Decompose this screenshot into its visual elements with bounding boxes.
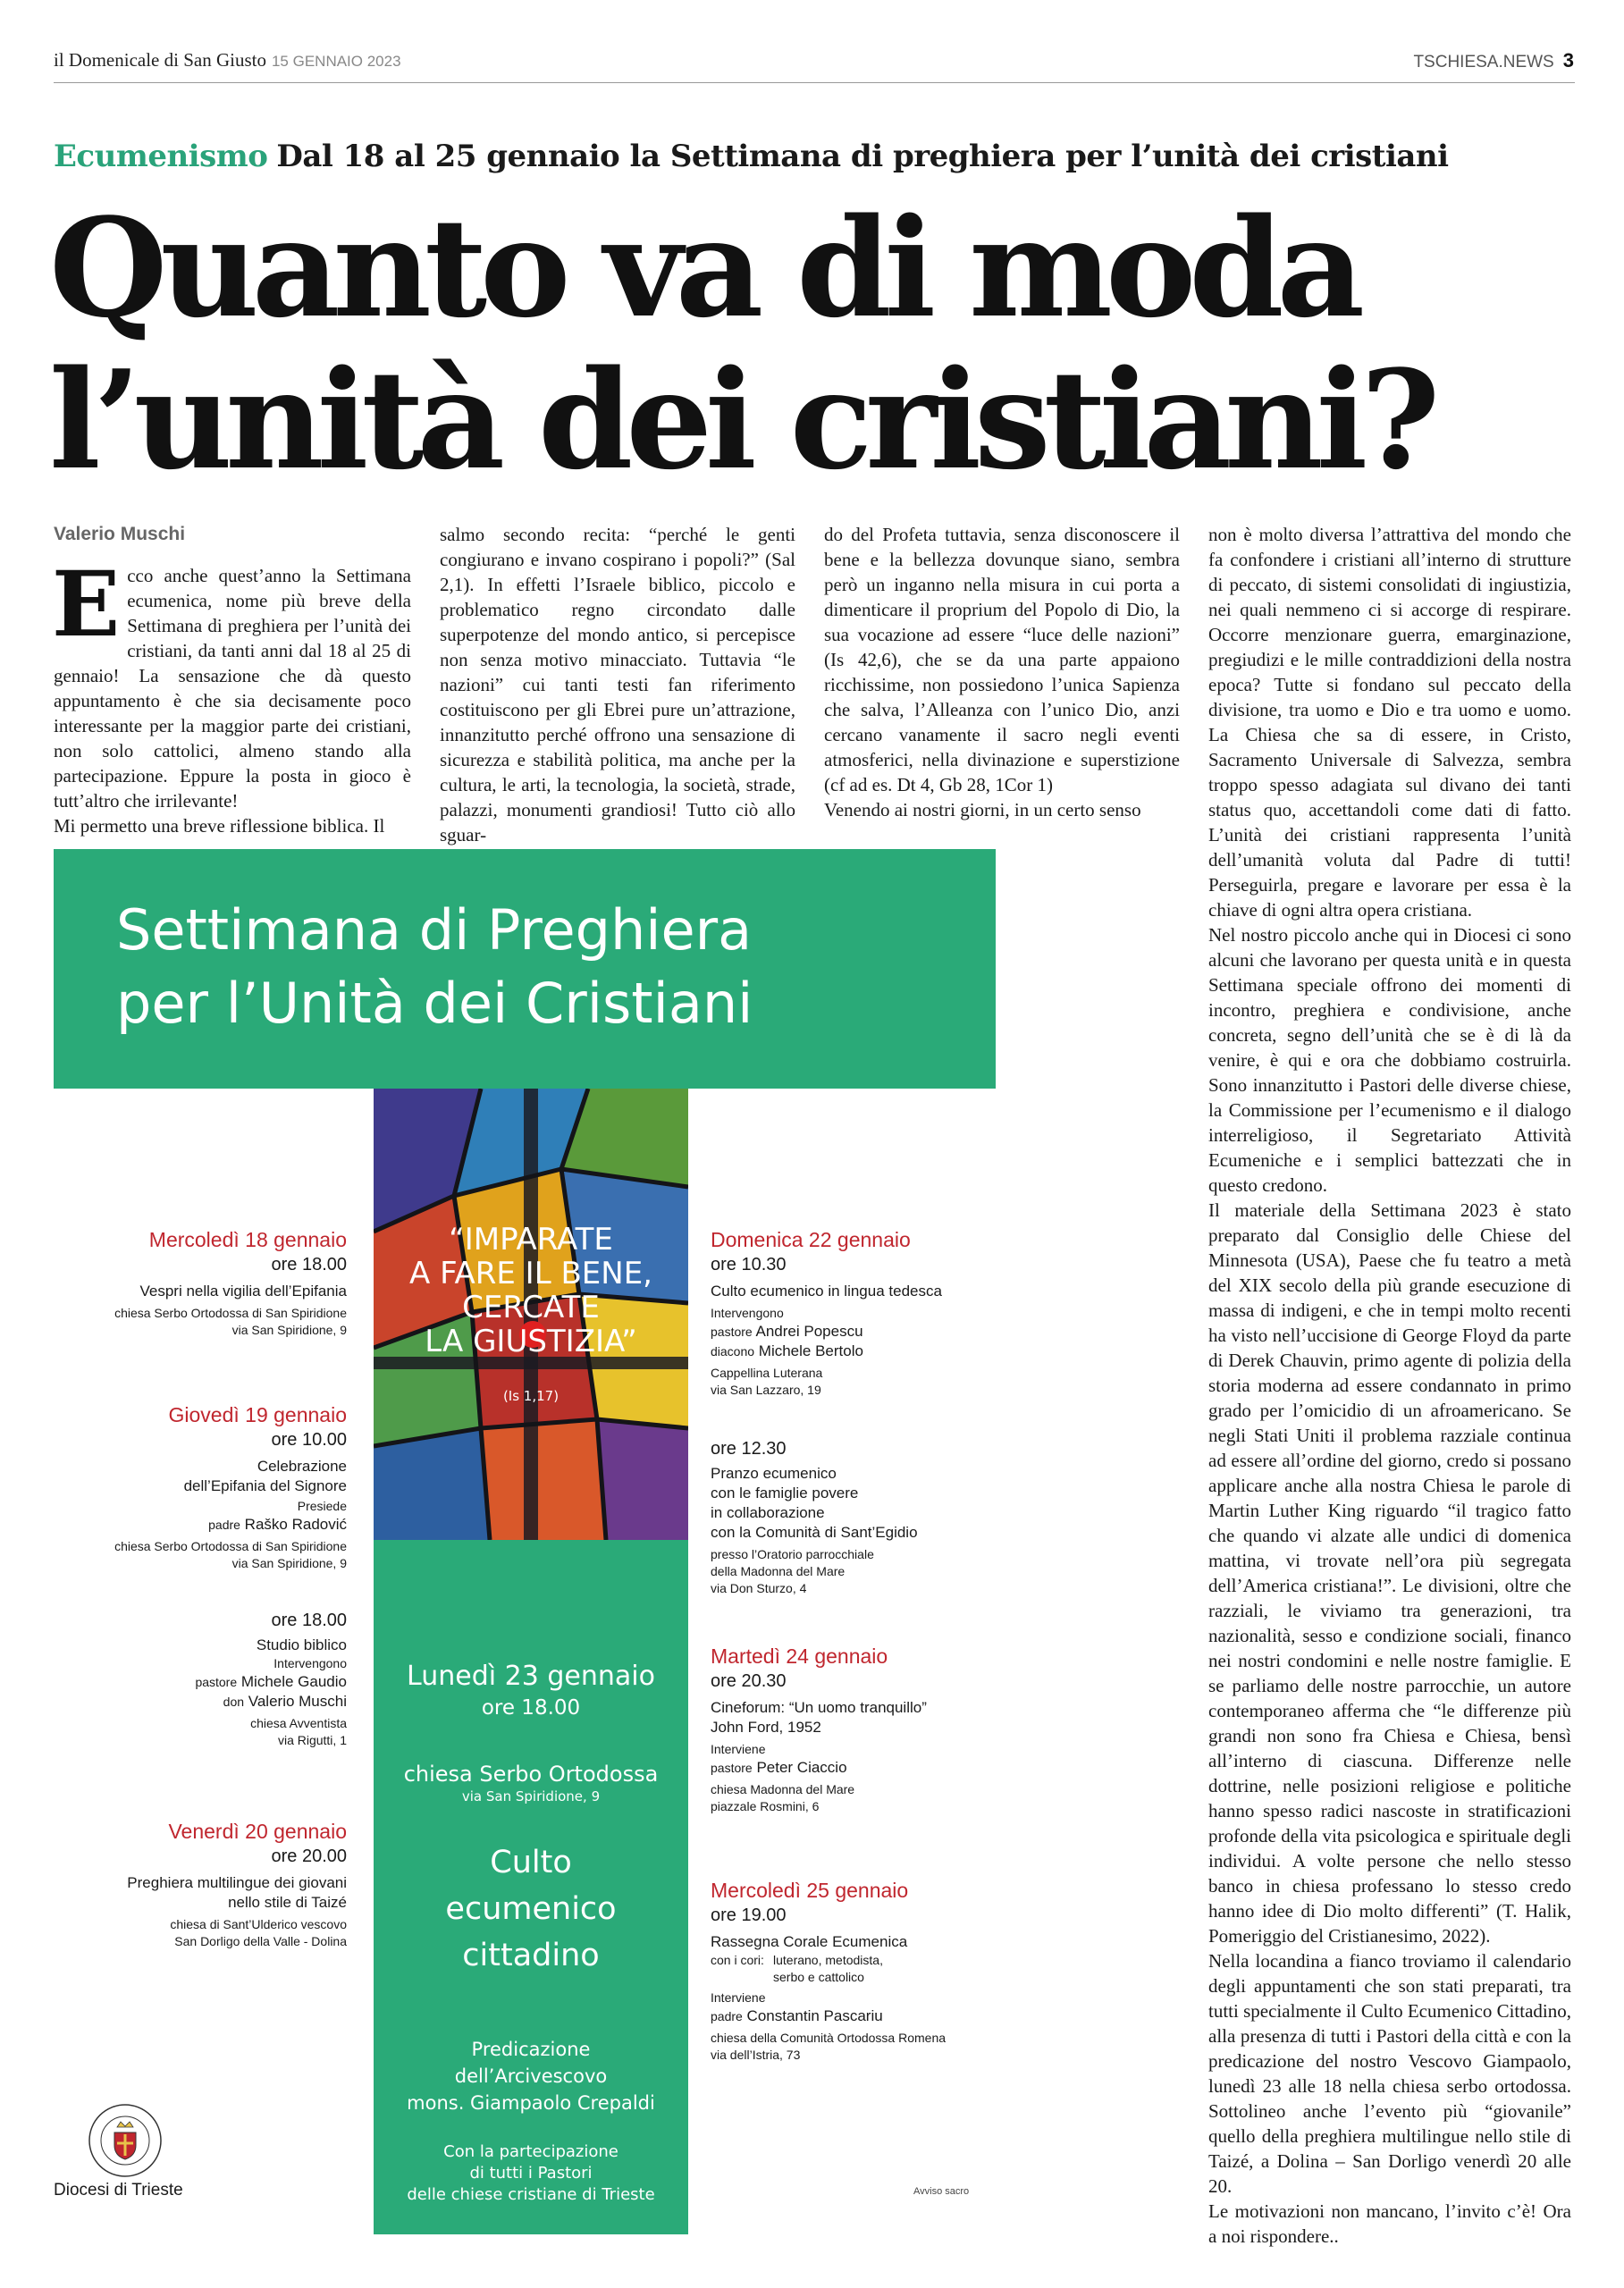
- participation-line: di tutti i Pastori: [469, 2164, 593, 2183]
- schedule-entry-wed-18: [89, 1226, 347, 1339]
- schedule-entry-thu-19-evening: [89, 1609, 347, 1749]
- schedule-time: ore 12.30: [711, 1439, 787, 1459]
- dropcap: E: [52, 551, 121, 657]
- poster-banner: [54, 849, 996, 1089]
- paragraph: Le motivazioni non mancano, l’invito c’è! Ora a noi rispondere..: [1208, 2200, 1571, 2247]
- schedule-role: Interviene: [711, 1742, 766, 1756]
- schedule-address: piazzale Rosmini, 6: [711, 1799, 820, 1813]
- schedule-time: ore 19.00: [711, 1905, 787, 1925]
- person-title: pastore: [711, 1325, 753, 1339]
- choirs-label: con i cori:: [711, 1953, 764, 1967]
- schedule-place: chiesa Serbo Ortodossa di San Spiridione: [114, 1306, 347, 1320]
- quote-reference: (Is 1,17): [502, 1388, 560, 1404]
- schedule-event: dell’Epifania del Signore: [183, 1477, 347, 1494]
- poster-center-column: [374, 1089, 688, 2234]
- paragraph: Nella locandina a fianco troviamo il calendario degli appuntamenti che son stati preparati, tra tutti specialmente il Culto Ecumenico Cittadino, alla presenza di tutti i Pastori della città e con la predicazione del nostro Vescovo Giampaolo, lunedì 23 alle 18 nella chiesa serbo ortodossa. Sottolineo anche l’evento più “giovanile” quello della preghiera multilingue nello stile di Taizé, a Dolina – San Dorligo venerdì 20 alle 20.: [1208, 1950, 1571, 2197]
- schedule-role: Interviene: [711, 1990, 766, 2005]
- participation-line: delle chiese cristiane di Trieste: [407, 2185, 655, 2204]
- schedule-event: Studio biblico: [256, 1636, 347, 1653]
- schedule-place: chiesa della Comunità Ortodossa Romena: [711, 2031, 947, 2045]
- schedule-time: ore 10.30: [711, 1255, 787, 1274]
- schedule-event: Rassegna Corale Ecumenica: [711, 1933, 908, 1950]
- schedule-entry-fri-20: [89, 1818, 347, 1950]
- main-event-time: ore 18.00: [481, 1696, 581, 1720]
- schedule-event: Pranzo ecumenico: [711, 1465, 837, 1482]
- schedule-time: ore 18.00: [271, 1611, 347, 1630]
- person-title: pastore: [711, 1761, 753, 1775]
- schedule-address: San Dorligo della Valle - Dolina: [174, 1934, 347, 1948]
- schedule-place: chiesa Avventista: [250, 1716, 347, 1730]
- schedule-entry-thu-19: [89, 1401, 347, 1572]
- main-event-title: [374, 1839, 688, 1979]
- poster-title-line-2: per l’Unità dei Cristiani: [116, 971, 753, 1036]
- paper-name: il Domenicale di San Giusto: [54, 49, 266, 71]
- diocese-label: Diocesi di Trieste: [54, 2181, 183, 2200]
- person-title: padre: [208, 1518, 240, 1532]
- diocese-seal-icon: [85, 2100, 165, 2181]
- paragraph: cco anche quest’anno la Settimana ecumenica, nome più breve della Settimana di preghiera per l’unità dei cristiani, da tanti anni dal 18 al 25 di gennaio! La sensazione che dà questo appuntamento è che sia decisamente poco interessante per la maggior parte dei cristiani, non solo cattolici, almeno stando alla partecipazione. Eppure la posta in gioco è tutt’altro che irrilevante!: [54, 565, 411, 812]
- schedule-time: ore 18.00: [271, 1255, 347, 1274]
- schedule-event: nello stile di Taizé: [228, 1894, 347, 1911]
- article-column-1: [52, 551, 411, 838]
- person-name: Peter Ciaccio: [756, 1759, 847, 1776]
- main-event-day: Lunedì 23 gennaio: [407, 1661, 655, 1692]
- schedule-address: via dell’Istria, 73: [711, 2048, 801, 2062]
- headline: [49, 188, 1434, 500]
- schedule-address: via San Spiridione, 9: [231, 1556, 347, 1570]
- quote-line: CERCATE: [462, 1290, 600, 1325]
- schedule-role: Presiede: [297, 1499, 347, 1513]
- paragraph: salmo secondo recita: “perché le genti congiurano e invano cospirano i popoli?” (Sal 2,1). In effetti l’Israele biblico, piccolo e problematico regno circondato dalle superpotenze del mondo antico, si percepisce non senza motivo minacciato. Tuttavia “le nazioni” cui tanti testi fan riferimento costituiscono per gli Ebrei pure un’attrazione, innanzitutto perché offrono una sensazione di sicurezza e stabilità politica, ma anche per la cultura, le arti, la tecnologia, la società, strade, palazzi, monumenti grandiosi! Tutto ciò allo sguar-: [440, 524, 795, 845]
- paragraph: do del Profeta tuttavia, senza disconoscere il bene e la bellezza dovunque siano, sembra però un inganno nella misura in cui porta a dimenticare il proprium del Popolo di Dio, la sua vocazione ad essere “luce delle nazioni” (Is 42,6), che se da una parte appaiono ricchissime, non possiedono l’unica Sapienza che salva, l’Alleanza con l’unico Dio, anzi cercano vanamente il sacro negli eventi atmosferici, nella divinazione e superstizione (cf ad es. Dt 4, Gb 28, 1Cor 1): [824, 524, 1180, 795]
- schedule-entry-sun-22-lunch: [711, 1437, 1006, 1597]
- schedule-event: Preghiera multilingue dei giovani: [127, 1874, 347, 1891]
- schedule-role: Intervengono: [273, 1656, 347, 1670]
- schedule-event: in collaborazione: [711, 1504, 825, 1521]
- person-name: Michele Bertolo: [758, 1342, 863, 1359]
- headline-line-2: l’unità dei cristiani?: [49, 340, 1434, 500]
- schedule-event: con le famiglie povere: [711, 1485, 859, 1502]
- person-title: pastore: [195, 1675, 238, 1689]
- schedule-time: ore 20.30: [711, 1671, 787, 1691]
- page-number: 3: [1562, 49, 1574, 72]
- schedule-place: chiesa Madonna del Mare: [711, 1782, 855, 1796]
- schedule-event: Culto ecumenico in lingua tedesca: [711, 1283, 942, 1300]
- main-event-place: chiesa Serbo Ortodossa: [403, 1762, 659, 1787]
- schedule-address: via Don Sturzo, 4: [711, 1581, 807, 1595]
- poster-quote: [374, 1223, 688, 1358]
- notice-label: Avviso sacro: [913, 2186, 970, 2197]
- schedule-day: Venerdì 20 gennaio: [168, 1820, 347, 1843]
- person-title: padre: [711, 2009, 743, 2023]
- masthead-left: [54, 49, 401, 72]
- choirs-list: serbo e cattolico: [773, 1970, 864, 1984]
- participation-info: [374, 2141, 688, 2206]
- person-title: don: [223, 1695, 245, 1709]
- issue-date: 15 GENNAIO 2023: [271, 53, 401, 70]
- schedule-event: Cineforum: “Un uomo tranquillo”: [711, 1699, 927, 1716]
- preaching-info: [374, 2036, 688, 2116]
- paragraph: Nel nostro piccolo anche qui in Diocesi ci sono alcuni che lavorano per questa unità e in questa Settimana speciale offrono dei momenti di incontro, preghiera e condivisione, anche concreta, segno dell’unità che se è di là da venire, è qui e ora che dobbiamo costruirla. Sono innanzitutto i Pastori delle diverse chiese, la Commissione per l’ecumenismo e il dialogo interreligioso, il Segretariato Attività Ecumeniche e i semplici battezzati che in questo credono.: [1208, 924, 1571, 1196]
- paragraph: Mi permetto una breve riflessione biblica. Il: [54, 815, 385, 837]
- paragraph: Il materiale della Settimana 2023 è stato preparato dal Consiglio delle Chiese del Minnesota (USA), Paese che fu teatro a metà del XIX secolo della più grande esecuzione di massa di indigeni, e che in tempi molto recenti ha visto nell’uccisione di George Floyd da parte di Derek Chauvin, primo agente di polizia della storia moderna ad essere condannato in primo grado per l’omicidio di un afroamericano. Se negli Stati Uniti il problema razziale continua ad essere all’ordine del giorno, credo si possano applicare anche alla nostra Chiesa le parole di Martin Luther King riguardo “il tragico fatto che quando vi alzate alle undici di domenica mattina, vi trovate nell’ora più segregata dell’America cristiana!”. Le divisioni, oltre che razziali, le viviamo tra generazioni, tra nazionalità, sesso e condizione sociali, financo nei nostri condomini e nelle nostre famiglie. E se parliamo delle nostre parrocchie, un autore contemporaneo afferma che “le differenze più grandi non sono fra Chiesa e Chiesa, bensì all’interno di ciascuna. Differenze nelle dottrine, nelle posizioni religiose e politiche hanno spesso radici nascoste in stratificazioni profonde della vita psicologica e spirituale degli individui. A volte persone che nello stesso banco in chiesa professano lo stesso credo hanno idee di Dio molto differenti” (T. Halik, Pomeriggio del Cristianesimo, 2022).: [1208, 1199, 1571, 1947]
- schedule-place: presso l’Oratorio parrocchiale: [711, 1547, 874, 1561]
- schedule-address: via San Spiridione, 9: [231, 1323, 347, 1337]
- main-event-title-line: Culto: [490, 1845, 572, 1880]
- main-event-title-line: ecumenico: [445, 1891, 617, 1927]
- quote-line: “IMPARATE: [449, 1222, 613, 1258]
- headline-line-1: Quanto va di moda: [49, 188, 1359, 348]
- header-divider: [54, 82, 1575, 83]
- preaching-line: dell’Arcivescovo: [454, 2065, 608, 2087]
- paragraph: non è molto diversa l’attrattiva del mondo che fa confondere i cristiani all’interno di strutture di peccato, di sistemi consolidati di ingiustizia, nei quali nemmeno ci si accorge di respirare. Occorre menzionare guerra, emarginazione, pregiudizi e le mille contraddizioni della nostra epoca? Tutte si fondano sul peccato della divisione, tra uomo e Dio e tra uomo e uomo. La Chiesa che sa di essere, in Cristo, Sacramento Universale di Salvezza, sembra troppo spesso adagiata sul divano dei tanti status quo, accettandoli come dati di fatto. L’unità dei cristiani rappresenta l’unità dell’umanità voluta dal Padre di tutti! Perseguirla, pregare e lavorare per essa è la chiave di ogni altra opera cristiana.: [1208, 524, 1571, 921]
- schedule-address: via San Lazzaro, 19: [711, 1383, 821, 1397]
- person-title: diacono: [711, 1344, 755, 1358]
- schedule-role: Intervengono: [711, 1306, 784, 1320]
- schedule-entry-wed-25: [711, 1877, 1006, 2064]
- person-name: Michele Gaudio: [240, 1673, 347, 1690]
- schedule-day: Giovedì 19 gennaio: [168, 1403, 347, 1426]
- kicker: [54, 139, 1449, 174]
- schedule-time: ore 20.00: [271, 1846, 347, 1866]
- schedule-place: chiesa Serbo Ortodossa di San Spiridione: [114, 1539, 347, 1553]
- choirs-list: luterano, metodista,: [773, 1953, 883, 1967]
- schedule-day: Martedì 24 gennaio: [711, 1644, 888, 1668]
- person-name: Valerio Muschi: [248, 1693, 347, 1710]
- schedule-place: Cappellina Luterana: [711, 1366, 823, 1380]
- article-column-4: [1208, 522, 1571, 2249]
- main-event-title-line: cittadino: [462, 1938, 600, 1973]
- person-name: Constantin Pascariu: [746, 2007, 883, 2024]
- paragraph: Venendo ai nostri giorni, in un certo senso: [824, 799, 1141, 820]
- article-column-2: [440, 522, 795, 847]
- schedule-day: Mercoledì 25 gennaio: [711, 1879, 909, 1902]
- byline: Valerio Muschi: [54, 524, 186, 544]
- preaching-line: Predicazione: [471, 2039, 591, 2060]
- preaching-line: mons. Giampaolo Crepaldi: [407, 2092, 655, 2114]
- quote-line: LA GIUSTIZIA”: [425, 1324, 637, 1359]
- schedule-time: ore 10.00: [271, 1430, 347, 1450]
- schedule-event: Vespri nella vigilia dell’Epifania: [139, 1283, 347, 1300]
- person-name: Raško Radović: [244, 1516, 347, 1533]
- schedule-entry-tue-24: [711, 1643, 1006, 1815]
- schedule-place: della Madonna del Mare: [711, 1564, 846, 1578]
- person-name: Andrei Popescu: [755, 1323, 863, 1340]
- quote-line: A FARE IL BENE,: [409, 1256, 652, 1291]
- schedule-place: chiesa di Sant’Ulderico vescovo: [170, 1917, 347, 1931]
- schedule-day: Domenica 22 gennaio: [711, 1228, 911, 1251]
- schedule-entry-sun-22: [711, 1226, 1006, 1399]
- kicker-text: Dal 18 al 25 gennaio la Settimana di preghiera per l’unità dei cristiani: [276, 139, 1449, 174]
- article-column-3: [824, 522, 1180, 822]
- schedule-day: Mercoledì 18 gennaio: [148, 1228, 347, 1251]
- schedule-event: Celebrazione: [257, 1458, 347, 1475]
- participation-line: Con la partecipazione: [443, 2142, 618, 2161]
- schedule-event: John Ford, 1952: [711, 1719, 821, 1736]
- poster-title-line-1: Settimana di Preghiera: [116, 897, 753, 963]
- main-event-address: via San Spiridione, 9: [461, 1788, 601, 1804]
- schedule-event: con la Comunità di Sant’Egidio: [711, 1524, 918, 1541]
- masthead-right: [1413, 49, 1574, 72]
- section-tag: Ecumenismo: [54, 139, 268, 174]
- schedule-address: via Rigutti, 1: [277, 1733, 347, 1747]
- poster-title: [116, 894, 992, 1040]
- site-link[interactable]: TSCHIESA.NEWS: [1413, 53, 1554, 72]
- choirs: [711, 1952, 1006, 1986]
